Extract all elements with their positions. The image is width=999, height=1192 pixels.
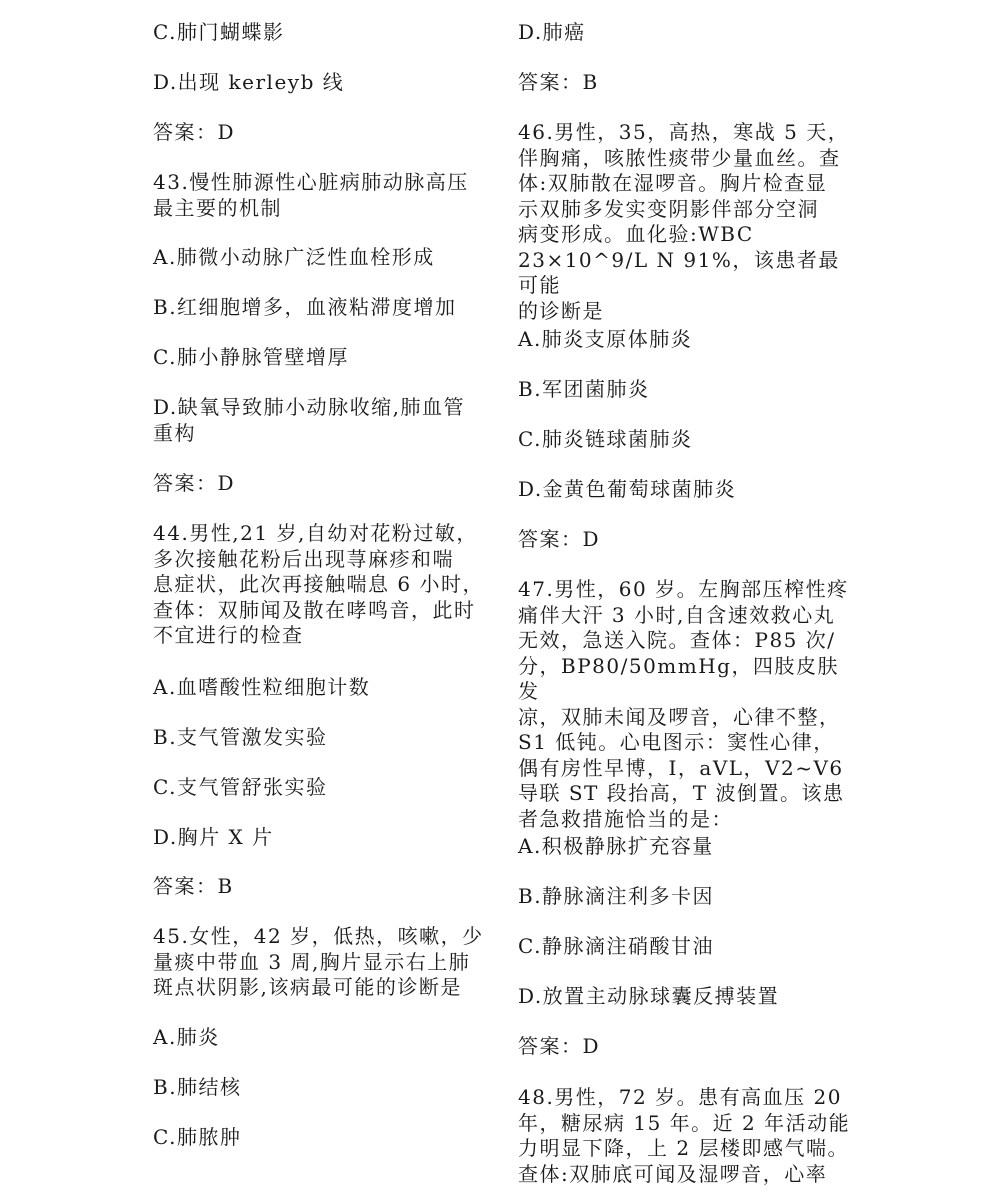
q46-option-b: B.军团菌肺炎 xyxy=(518,377,650,401)
q43-option-b: B.红细胞增多，血液粘滞度增加 xyxy=(153,295,457,319)
q47-answer: 答案：D xyxy=(518,1034,601,1058)
q44-question: 44.男性,21 岁,自幼对花粉过敏， 多次接触花粉后出现荨麻疹和喘 息症状，此次再接触喘息 6 小时， 查体：双肺闻及散在哮鸣音，此时 不宜进行的检查 xyxy=(153,521,484,647)
q44-answer: 答案：B xyxy=(153,874,234,898)
q45-option-c: C.肺脓肿 xyxy=(153,1125,242,1149)
q46-option-c: C.肺炎链球菌肺炎 xyxy=(518,427,693,451)
q44-option-c: C.支气管舒张实验 xyxy=(153,775,328,799)
q42-answer: 答案：D xyxy=(153,120,236,144)
q44-option-d: D.胸片 X 片 xyxy=(153,825,274,849)
q43-option-d: D.缺氧导致肺小动脉收缩,肺血管 重构 xyxy=(153,395,466,445)
q45-answer: 答案：B xyxy=(518,70,599,94)
q45-question: 45.女性，42 岁，低热，咳嗽，少 量痰中带血 3 周,胸片显示右上肺 斑点状阴影,该病最可能的诊断是 xyxy=(153,924,484,999)
q47-option-c: C.静脉滴注硝酸甘油 xyxy=(518,934,714,958)
q43-option-a: A.肺微小动脉广泛性血栓形成 xyxy=(153,245,435,269)
q47-option-a: A.积极静脉扩充容量 xyxy=(518,834,714,858)
q44-option-a: A.血嗜酸性粒细胞计数 xyxy=(153,675,371,699)
q46-question: 46.男性，35，高热，寒战 5 天， 伴胸痛，咳脓性痰带少量血丝。查 体:双肺散在湿啰音。胸片检查显 示双肺多发实变阴影伴部分空洞 病变形成。血化验:WBC 23×10^9/L N 91%，该患者最可能 的诊断是 xyxy=(518,120,850,323)
q46-option-a: A.肺炎支原体肺炎 xyxy=(518,327,693,351)
q45-option-d: D.肺癌 xyxy=(518,20,586,44)
q46-option-d: D.金黄色葡萄球菌肺炎 xyxy=(518,477,737,501)
q46-answer: 答案：D xyxy=(518,527,601,551)
q43-answer: 答案：D xyxy=(153,471,236,495)
q45-option-b: B.肺结核 xyxy=(153,1075,242,1099)
q47-option-b: B.静脉滴注利多卡因 xyxy=(518,884,715,908)
q43-question: 43.慢性肺源性心脏病肺动脉高压 最主要的机制 xyxy=(153,170,469,220)
q42-option-d: D.出现 kerleyb 线 xyxy=(153,70,345,94)
q44-option-b: B.支气管激发实验 xyxy=(153,725,328,749)
q42-option-c: C.肺门蝴蝶影 xyxy=(153,20,285,44)
q47-question: 47.男性，60 岁。左胸部压榨性疼 痛伴大汗 3 小时,自含速效救心丸 无效，急送入院。查体：P85 次/ 分，BP80/50mmHg，四肢皮肤发 凉，双肺未闻及啰音，心律不整， S1 低钝。心电图示：窦性心律， 偶有房性早博，I，aVL，V2~V6 导联 ST 段抬高，T 波倒置。该患 者急救措施恰当的是： xyxy=(518,577,849,831)
q47-option-d: D.放置主动脉球囊反搏装置 xyxy=(518,984,780,1008)
q43-option-c: C.肺小静脉管壁增厚 xyxy=(153,345,349,369)
q48-question: 48.男性，72 岁。患有高血压 20 年，糖尿病 15 年。近 2 年活动能 力明显下降，上 2 层楼即感气喘。 查体:双肺底可闻及湿啰音，心率 xyxy=(518,1085,851,1186)
q45-option-a: A.肺炎 xyxy=(153,1025,220,1049)
